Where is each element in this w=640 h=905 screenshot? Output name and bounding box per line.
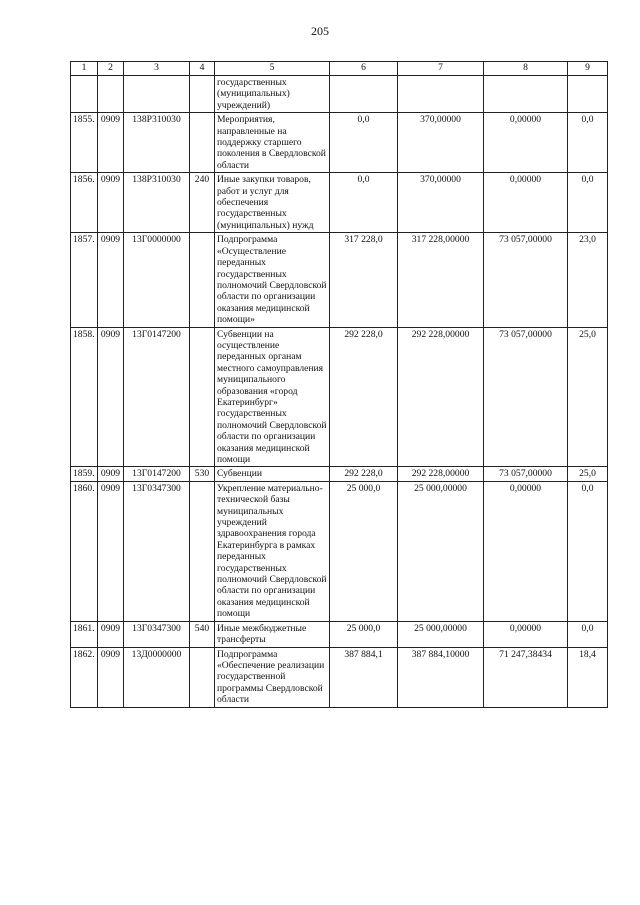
expense-type: [190, 647, 215, 707]
section-code: 0909: [98, 327, 124, 467]
approved-value: 25 000,00000: [398, 481, 484, 621]
column-header: 1: [71, 62, 98, 76]
executed-value: 0,00000: [484, 621, 568, 647]
approved-value: 370,00000: [398, 113, 484, 173]
executed-value: 0,00000: [484, 173, 568, 233]
item-name: Иные межбюджетные трансферты: [215, 621, 330, 647]
plan-value: 387 884,1: [330, 647, 398, 707]
section-code: 0909: [98, 467, 124, 481]
item-name: государственных (муниципальных) учреждений): [215, 76, 330, 113]
approved-value: 387 884,10000: [398, 647, 484, 707]
expense-type: 240: [190, 173, 215, 233]
budget-table: [70, 61, 608, 708]
row-number: [71, 76, 98, 113]
plan-value: 0,0: [330, 113, 398, 173]
item-name: Мероприятия, направленные на поддержку старшего поколения в Свердловской области: [215, 113, 330, 173]
executed-value: [484, 76, 568, 113]
item-name: Иные закупки товаров, работ и услуг для обеспечения государственных (муниципальных) нужд: [215, 173, 330, 233]
percent-value: [568, 76, 608, 113]
target-code: 138P310030: [124, 113, 190, 173]
expense-type: [190, 113, 215, 173]
expense-type: 530: [190, 467, 215, 481]
approved-value: 292 228,00000: [398, 327, 484, 467]
percent-value: 0,0: [568, 481, 608, 621]
column-header: 4: [190, 62, 215, 76]
executed-value: 0,00000: [484, 481, 568, 621]
row-number: 1855.: [71, 113, 98, 173]
expense-type: [190, 233, 215, 327]
target-code: 13Г0147200: [124, 467, 190, 481]
table-row: [71, 481, 608, 621]
plan-value: 292 228,0: [330, 327, 398, 467]
executed-value: 73 057,00000: [484, 233, 568, 327]
section-code: [98, 76, 124, 113]
column-header: 3: [124, 62, 190, 76]
row-number: 1862.: [71, 647, 98, 707]
item-name: Подпрограмма «Осуществление переданных государственных полномочий Свердловской области по организации оказания медицинской помощи»: [215, 233, 330, 327]
page-number: 205: [311, 24, 329, 38]
target-code: [124, 76, 190, 113]
column-header: 2: [98, 62, 124, 76]
percent-value: 0,0: [568, 173, 608, 233]
plan-value: 25 000,0: [330, 621, 398, 647]
table-row: [71, 113, 608, 173]
column-header: 6: [330, 62, 398, 76]
plan-value: 317 228,0: [330, 233, 398, 327]
column-header: 8: [484, 62, 568, 76]
executed-value: 73 057,00000: [484, 467, 568, 481]
table-row: [71, 173, 608, 233]
section-code: 0909: [98, 647, 124, 707]
target-code: 13Г0347300: [124, 621, 190, 647]
percent-value: 0,0: [568, 113, 608, 173]
table-row: [71, 621, 608, 647]
column-header: 5: [215, 62, 330, 76]
target-code: 13Г0147200: [124, 327, 190, 467]
percent-value: 25,0: [568, 467, 608, 481]
column-header: 7: [398, 62, 484, 76]
percent-value: 25,0: [568, 327, 608, 467]
section-code: 0909: [98, 621, 124, 647]
target-code: 13Д0000000: [124, 647, 190, 707]
section-code: 0909: [98, 233, 124, 327]
percent-value: 0,0: [568, 621, 608, 647]
target-code: 13Г0000000: [124, 233, 190, 327]
approved-value: 292 228,00000: [398, 467, 484, 481]
expense-type: [190, 327, 215, 467]
table-row: [71, 76, 608, 113]
column-header: 9: [568, 62, 608, 76]
item-name: Подпрограмма «Обеспечение реализации государственной программы Свердловской области: [215, 647, 330, 707]
expense-type: 540: [190, 621, 215, 647]
approved-value: 317 228,00000: [398, 233, 484, 327]
row-number: 1860.: [71, 481, 98, 621]
plan-value: 0,0: [330, 173, 398, 233]
plan-value: 292 228,0: [330, 467, 398, 481]
table-row: [71, 647, 608, 707]
plan-value: [330, 76, 398, 113]
table-row: [71, 327, 608, 467]
approved-value: 25 000,00000: [398, 621, 484, 647]
executed-value: 71 247,38434: [484, 647, 568, 707]
executed-value: 73 057,00000: [484, 327, 568, 467]
row-number: 1859.: [71, 467, 98, 481]
row-number: 1861.: [71, 621, 98, 647]
section-code: 0909: [98, 481, 124, 621]
item-name: Субвенции: [215, 467, 330, 481]
header-row: [71, 62, 608, 76]
percent-value: 23,0: [568, 233, 608, 327]
row-number: 1856.: [71, 173, 98, 233]
expense-type: [190, 481, 215, 621]
expense-type: [190, 76, 215, 113]
item-name: Укрепление материально-технической базы муниципальных учреждений здравоохранения города Екатеринбурга в рамках переданных государственных полномочий Свердловской области по организации оказания медицинской помощи: [215, 481, 330, 621]
executed-value: 0,00000: [484, 113, 568, 173]
section-code: 0909: [98, 113, 124, 173]
percent-value: 18,4: [568, 647, 608, 707]
plan-value: 25 000,0: [330, 481, 398, 621]
approved-value: 370,00000: [398, 173, 484, 233]
section-code: 0909: [98, 173, 124, 233]
item-name: Субвенции на осуществление переданных органам местного самоуправления муниципального образования «город Екатеринбург» государственных полномочий Свердловской области по организации оказания медицинской помощи: [215, 327, 330, 467]
target-code: 13Г0347300: [124, 481, 190, 621]
target-code: 138P310030: [124, 173, 190, 233]
row-number: 1858.: [71, 327, 98, 467]
approved-value: [398, 76, 484, 113]
table-row: [71, 233, 608, 327]
table-row: [71, 467, 608, 481]
row-number: 1857.: [71, 233, 98, 327]
